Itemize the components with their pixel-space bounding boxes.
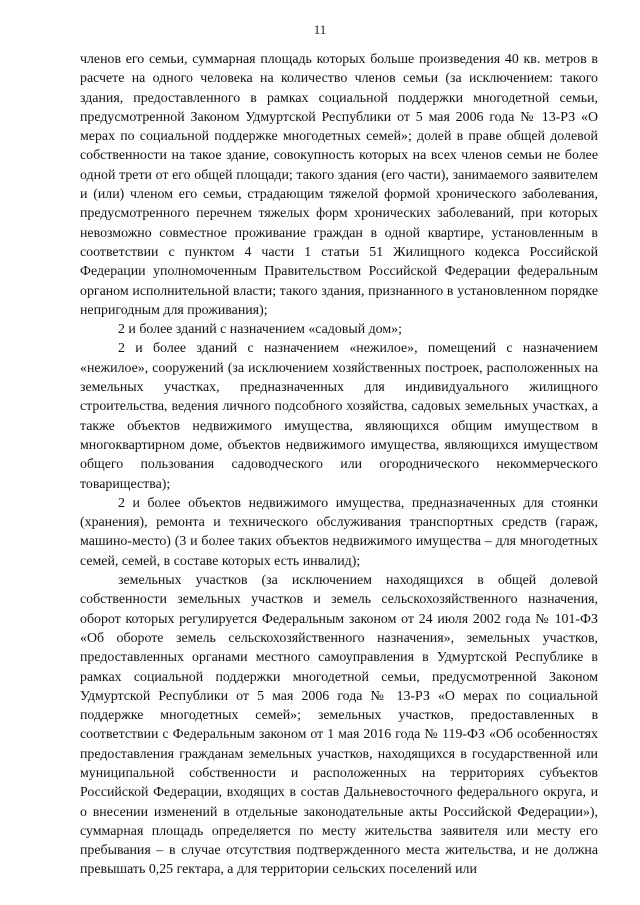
page-number: 11 [313, 22, 327, 37]
document-body [80, 50, 598, 880]
paragraph-continuation: членов его семьи, суммарная площадь которых больше произведения 40 кв. метров в расчете на одного человека на количество членов семьи (за исключением: такого здания, предоставленного в рамках социальной поддержки многодетной семьи, предусмотренной Законом Удмуртской Республики от 5 мая 2006 года № 13-РЗ «О мерах по социальной поддержке многодетных семей»; долей в праве общей долевой собственности на такое здание, совокупность которых на всех членов семьи не более одной трети от его общей площади; такого здания (его части), занимаемого заявителем и (или) членом его семьи, страдающим тяжелой формой хронического заболевания, предусмотренного перечнем тяжелых форм хронических заболеваний, при которых невозможно совместное проживание граждан в одной квартире, установленным в соответствии с пунктом 4 части 1 статьи 51 Жилищного кодекса Российской Федерации уполномоченным Правительством Российской Федерации федеральным органом исполнительной власти; такого здания, признанного в установленном порядке непригодным для проживания); [80, 52, 598, 318]
paragraph-land-plots: земельных участков (за исключением находящихся в общей долевой собственности земельных участков и земель сельскохозяйственного назначения, оборот которых регулируется Федеральным законом от 24 июля 2002 года № 101-ФЗ «Об обороте земель сельскохозяйственного назначения», земельных участков, предоставленных органами местного самоуправления в Удмуртской Республике в рамках социальной поддержки многодетной семьи, предусмотренной Законом Удмуртской Республики от 5 мая 2006 года № 13-РЗ «О мерах по социальной поддержке многодетных семей»; земельных участков, предоставленных в соответствии с Федеральным законом от 1 мая 2016 года № 119-ФЗ «Об особенностях предоставления гражданам земельных участков, находящихся в государственной или муниципальной собственности и расположенных на территориях субъектов Российской Федерации, входящих в состав Дальневосточного федерального округа, и о внесении изменений в отдельные законодательные акты Российской Федерации»), суммарная площадь определяется по месту жительства заявителя или месту его пребывания – в случае отсутствия подтвержденного места жительства, и не должна превышать 0,25 гектара, а для территории сельских поселений или [80, 573, 598, 878]
paragraph-vehicle-storage: 2 и более объектов недвижимого имущества, предназначенных для стоянки (хранения), ремонта и технического обслуживания транспортных средств (гараж, машино-место) (3 и более таких объектов недвижимого имущества – для многодетных семей, семей, в составе которых есть инвалид); [80, 495, 598, 569]
paragraph-garden-houses: 2 и более зданий с назначением «садовый дом»; [118, 322, 402, 338]
paragraph-nonresidential-buildings: 2 и более зданий с назначением «нежилое», помещений с назначением «нежилое», сооружений (за исключением хозяйственных построек, расположенных на земельных участках, предназначенных для индивидуального жилищного строительства, ведения личного подсобного хозяйства, садовых земельных участках, а также объектов недвижимого имущества, являющихся общим имуществом в многоквартирном доме, объектов недвижимого имущества, являющихся имуществом общего пользования садоводческого или огороднического некоммерческого товарищества); [80, 341, 598, 492]
